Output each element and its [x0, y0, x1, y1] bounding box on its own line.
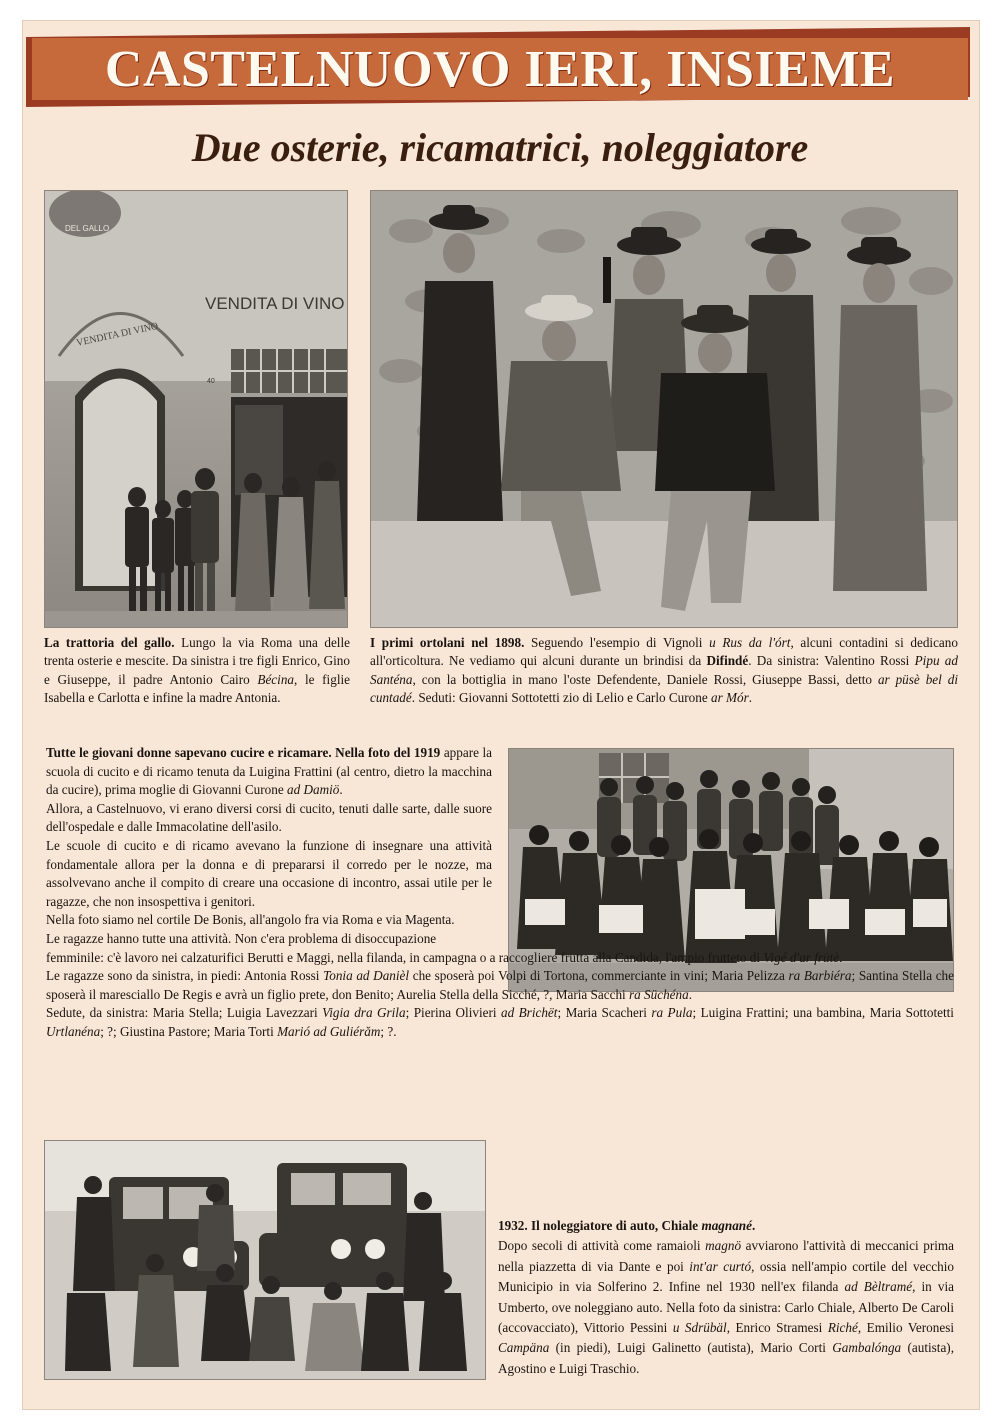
noleggio-text: (autista), Agostino e Luigi Traschio. [498, 1340, 954, 1376]
ricamo-text: . [839, 949, 843, 965]
caption-ortolani [370, 634, 958, 708]
noleggio-text: , Emilio Veronesi [857, 1320, 954, 1336]
ricamo-text: . [339, 782, 343, 798]
noleggio-text: , Enrico Stramesi [726, 1320, 828, 1336]
ricamo-text: Sedute, da sinistra: Maria Stella; Luigia Lavezzari [46, 1005, 323, 1021]
sign-del-gallo: DEL GALLO [65, 224, 110, 233]
noleggio-italic: Riché [827, 1320, 858, 1336]
caption-ortolani-text: , con la bottiglia in mano l'oste Defendente, Daniele Rossi, Giuseppe Bassi, detto [412, 671, 878, 687]
caption-noleggiatore [498, 1216, 954, 1379]
caption-ortolani-text: . Seduti: Giovanni Sottotetti zio di Lelio e Carlo Curone [411, 690, 711, 706]
ricamo-text: femminile: c'è lavoro nei calzaturifici Berutti e Maggi, nella filanda, in campagna o a raccogliere frutta alla Candida, l'ampio frutteto di [46, 949, 764, 965]
ricamo-italic: ra Pula [651, 1005, 693, 1021]
caption-ortolani-italic: ar Mór [711, 690, 749, 706]
ricamo-italic: ra Barbiéra [788, 968, 852, 984]
ricamo-text: che sposerà poi Volpi di Tortona, commerciante in vini; Maria Pelizza [409, 968, 789, 984]
caption-ortolani-text: . Da sinistra: Valentino Rossi [748, 653, 915, 669]
ricamo-paragraph-4: Nella foto siamo nel cortile De Bonis, all'angolo fra via Roma e via Magenta. [46, 912, 455, 928]
caption-trattoria [44, 634, 350, 708]
sign-vendita-di-vino: VENDITA DI VINO [205, 294, 345, 313]
ricamo-text: ; ?; Giustina Pastore; Maria Torti [100, 1023, 278, 1039]
caption-ortolani-italic: u Rus da l'órt [709, 635, 791, 650]
ricamo-italic: Vigia dra Grila [322, 1005, 406, 1021]
ricamo-text: ; Maria Scacheri [557, 1005, 652, 1021]
noleggio-italic: Gambalónga [832, 1340, 902, 1356]
ricamo-paragraph-3: Le scuole di cucito e di ricamo avevano la funzione di insegnare una attività fondamentale allora per la donna e di prepararsi il corredo per le nozze, ma assolvevano anche il compito di creare una occasione di incontro, assai utile per le ragazze, che non insospettiva i genitori. [46, 837, 492, 909]
ricamo-paragraph-1 [46, 744, 492, 800]
noleggio-italic: int'ar curtó [689, 1258, 752, 1274]
caption-trattoria-italic: Bécina [257, 671, 295, 687]
noleggio-heading-text: . [752, 1218, 756, 1233]
photo-noleggiatore [44, 1140, 486, 1380]
caption-ortolani-text: . [748, 690, 753, 706]
caption-ortolani-text: , alcuni contadini si dedicano all'orticoltura. Ne vediamo qui alcuni durante un brindisi da [370, 635, 958, 669]
noleggio-text: , ossia nell'ampio cortile del vecchio Municipio in via Solferino 2. Infine nel 1930 nell'ex filanda [498, 1258, 954, 1295]
ricamo-italic: ad Brichët [500, 1005, 558, 1021]
caption-ortolani-text: Seguendo l'esempio di Vignoli [524, 635, 710, 650]
ricamo-text: Le ragazze sono da sinistra, in piedi: Antonia Rossi [46, 968, 324, 984]
ricamo-text: ; Santina Stella che sposerà il maresciallo De Regis e avrà un figlio prete, don Benito; Aurelia Stella della Sicché, ?, Maria Sacchi [46, 968, 954, 1002]
photo-trattoria-del-gallo [44, 190, 348, 628]
photo-primi-ortolani [370, 190, 958, 628]
ricamo-italic: ad Damiö [286, 782, 340, 798]
noleggio-text: avviarono l'attività di meccanici prima nella piazzetta di via Dante e poi [498, 1238, 954, 1274]
page-title: CASTELNUOVO IERI, INSIEME [104, 40, 896, 98]
ricamo-paragraph-6 [46, 967, 954, 1004]
ricamo-heading: Tutte le giovani donne sapevano cucire e ricamare. Nella foto del 1919 [46, 745, 441, 760]
noleggio-body [498, 1236, 954, 1379]
noleggio-italic: u Sdrübäl [672, 1320, 727, 1336]
caption-ortolani-heading: I primi ortolani nel 1898. [370, 635, 525, 650]
noleggio-italic: magnö [705, 1238, 742, 1254]
ricamo-text: ; Luigina Frattini; una bambina, Maria Sottotetti [692, 1005, 954, 1021]
caption-ortolani-italic: Pipu ad Santéna [370, 653, 958, 687]
ricamo-italic: Marió ad Guliérăm [277, 1023, 381, 1039]
noleggio-italic: ad Bèltramé [844, 1279, 913, 1295]
caption-ortolani-italic: ar püsè bel di cuntadé [370, 671, 958, 706]
ricamo-text: ; Pierina Olivieri [405, 1005, 501, 1021]
caption-trattoria-body: Lungo la via Roma una delle trenta osterie e mescite. Da sinistra i tre figli Enrico, Gino e Giuseppe, il padre Antonio Cairo [44, 635, 350, 687]
ricamo-italic: Vigé d'ar frütè [763, 949, 840, 965]
sign-arch-vendita: VENDITA DI VINO [75, 320, 160, 349]
ricamo-paragraph-2: Allora, a Castelnuovo, vi erano diversi corsi di cucito, tenuti dalle sarte, dalle suore dell'ospedale e dalle Immacolatine dell'asilo. [46, 800, 492, 835]
ricamo-italic: Tonia ad Danièl [323, 968, 410, 984]
ricamo-italic: ra Süchéna [629, 986, 689, 1002]
noleggio-text: Dopo secoli di attività come ramaioli [498, 1238, 706, 1254]
page-subtitle: Due osterie, ricamatrici, noleggiatore [191, 125, 809, 170]
house-number: 40 [207, 378, 215, 385]
ricamo-paragraph-5a: Le ragazze hanno tutte una attività. Non c'era problema di disoccupazione [46, 930, 437, 946]
ricamo-paragraph-7 [46, 1004, 954, 1041]
caption-trattoria-body2: , le figlie Isabella e Carlotta e infine la madre Antonia. [44, 671, 350, 706]
ricamo-text: . [688, 986, 692, 1002]
title-banner [26, 32, 970, 104]
caption-trattoria-heading: La trattoria del gallo. [44, 635, 175, 650]
ricamo-paragraph-5b [46, 949, 954, 968]
noleggio-italic: Campäna [498, 1340, 550, 1356]
section-ricamatrici [46, 744, 954, 1042]
ricamo-italic: Urtlanéna [46, 1023, 101, 1039]
noleggio-text: , in via Umberto, ove noleggiano auto. Nella foto da sinistra: Carlo Chiale, Alberto De Caroli (accovacciato), Vittorio Pessini [498, 1279, 954, 1336]
ricamo-text: appare la scuola di cucito e di ricamo tenuta da Luigina Frattini (al centro, dietro la macchina da cucire), prima moglie di Giovanni Curone [46, 745, 493, 798]
noleggio-text: (in piedi), Luigi Galinetto (autista), Mario Corti [549, 1340, 833, 1356]
noleggio-heading-italic: magnané [701, 1218, 752, 1233]
noleggio-heading-text: 1932. Il noleggiatore di auto, Chiale [498, 1218, 702, 1233]
banner-front [32, 38, 968, 100]
noleggio-heading [498, 1216, 954, 1236]
caption-ortolani-bold: Difindé [706, 653, 749, 669]
ricamo-text: ; ?. [380, 1023, 397, 1039]
